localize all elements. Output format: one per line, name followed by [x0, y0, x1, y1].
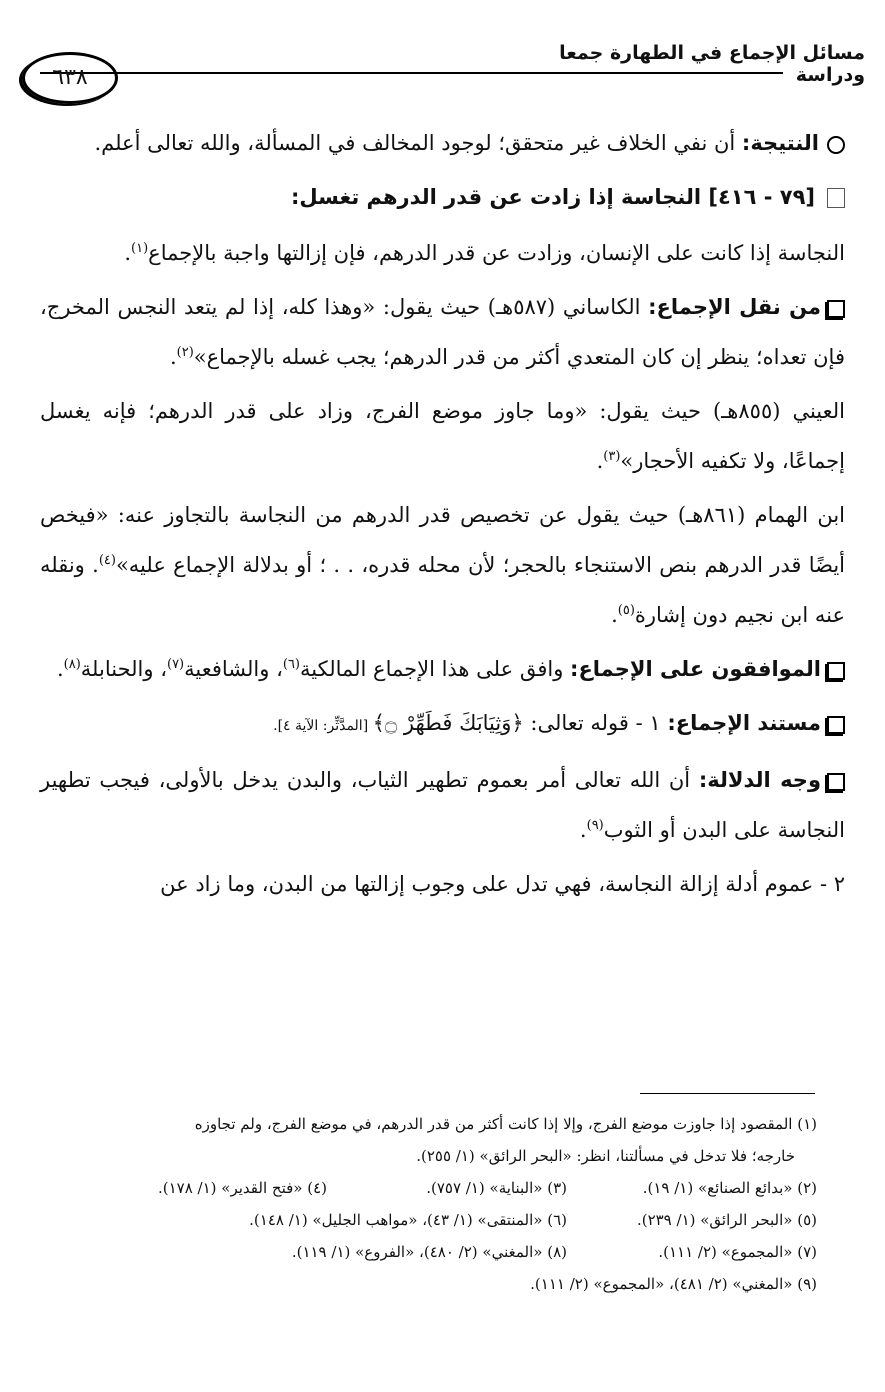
aini-paragraph — [40, 386, 845, 486]
conclusion-label: النتيجة: — [741, 131, 819, 155]
period: . — [596, 449, 604, 473]
conclusion-text: أن نفي الخلاف غير متحقق؛ لوجود المخالف في المسألة، والله تعالى أعلم. — [94, 131, 742, 155]
issue-heading — [40, 172, 845, 222]
footnote-ref: (٥) — [617, 603, 635, 618]
period: . — [579, 818, 587, 842]
footnote-1: (١) المقصود إذا جاوزت موضع الفرج، وإلا إذا كانت أكثر من قدر الدرهم، في موضع الفرج، ولم تجاوزه — [194, 1115, 817, 1133]
footnote-4: (٤) «فتح القدير» (١/ ١٧٨). — [157, 1179, 327, 1197]
footnote-row — [40, 1236, 817, 1268]
footnote-ref: (٨) — [63, 657, 81, 672]
footnote-7: (٧) «المجموع» (٢/ ١١١). — [658, 1243, 817, 1261]
period: . — [169, 345, 177, 369]
agreeing-paragraph — [40, 644, 845, 694]
ayah-reference: [المدَّثِّر: الآية ٤]. — [273, 718, 373, 734]
issue-heading-text: [٧٩ - ٤١٦] النجاسة إذا زادت عن قدر الدرهم تغسل: — [290, 185, 815, 209]
header-rule — [40, 72, 783, 74]
evidence-label: وجه الدلالة: — [698, 768, 821, 792]
page-number: ٦٣٨ — [22, 52, 118, 104]
second-evidence-text: ٢ - عموم أدلة إزالة النجاسة، فهي تدل على وجوب إزالتها من البدن، وما زاد عن — [160, 872, 845, 896]
agreeing-text: وافق على هذا الإجماع المالكية — [300, 657, 571, 681]
footnote-ref: (١) — [131, 241, 149, 256]
footnote-3: (٣) «البناية» (١/ ٧٥٧). — [426, 1179, 567, 1197]
evidence-paragraph — [40, 755, 845, 855]
footnote-ref: (٩) — [586, 818, 604, 833]
square-bullet-icon — [827, 773, 845, 791]
period: . — [611, 603, 618, 627]
footnote-6: (٦) «المنتقى» (١/ ٤٣)، «مواهب الجليل» (١/ ١٤٨). — [249, 1211, 567, 1229]
basis-paragraph — [40, 698, 845, 751]
footnote-ref: (٧) — [166, 657, 185, 672]
transmitters-paragraph — [40, 282, 845, 382]
evidence-text: أن الله تعالى أمر بعموم تطهير الثياب، والبدن يدخل بالأولى، فيجب تطهير النجاسة على البدن أو الثوب — [40, 768, 845, 842]
issue-statement — [40, 228, 845, 278]
footnote-5: (٥) «البحر الرائق» (١/ ٢٣٩). — [636, 1211, 817, 1229]
footnote-rule — [640, 1093, 815, 1094]
running-title: مسائل الإجماع في الطهارة جمعا ودراسة — [559, 42, 865, 86]
agreeing-text: ، والحنابلة — [80, 657, 167, 681]
second-evidence-paragraph — [40, 859, 845, 909]
footnote-2: (٢) «بدائع الصنائع» (١/ ١٩). — [642, 1179, 817, 1197]
ibn-nujaym-text: . ونقله عنه ابن نجيم دون إشارة — [40, 553, 845, 627]
conclusion-paragraph — [40, 118, 845, 168]
main-text — [40, 118, 845, 913]
ibn-humam-text: ابن الهمام (٨٦١هـ) حيث يقول عن تخصيص قدر الدرهم من النجاسة بالتجاوز عنه: «فيخص أيضًا قدر الدرهم بنص الاستنجاء بالحجر؛ لأن محله قدره، . . ؛ أو بدلالة الإجماع عليه» — [40, 503, 846, 577]
circle-bullet-icon — [827, 136, 845, 154]
quran-verse: ﴿وَثِيَابَكَ فَطَهِّرْ ۝﴾ — [372, 711, 524, 735]
ibn-humam-paragraph — [40, 490, 845, 640]
agreeing-text: ، والشافعية — [184, 657, 283, 681]
footnote-9: (٩) «المغني» (٢/ ٤٨١)، «المجموع» (٢/ ١١١). — [530, 1275, 817, 1293]
transmitters-label: من نقل الإجماع: — [648, 295, 821, 319]
square-bullet-icon — [827, 716, 845, 734]
footnote-ref: (٦) — [282, 657, 300, 672]
footnotes — [40, 1108, 817, 1300]
footnote-row — [40, 1172, 817, 1204]
aini-text: العيني (٨٥٥هـ) حيث يقول: «وما جاوز موضع الفرج، وزاد على قدر الدرهم؛ فإنه يغسل إجماعًا، ولا تكفيه الأحجار» — [40, 399, 845, 473]
period: . — [56, 657, 64, 681]
pages-icon — [827, 188, 845, 208]
period: . — [124, 241, 132, 265]
square-bullet-icon — [827, 662, 845, 680]
basis-label: مستند الإجماع: — [667, 711, 821, 735]
footnote-ref: (٤) — [98, 553, 116, 568]
basis-text: ١ - قوله تعالى: — [523, 711, 668, 735]
footnote-ref: (٣) — [603, 449, 621, 464]
footnote-ref: (٢) — [176, 345, 194, 360]
issue-statement-text: النجاسة إذا كانت على الإنسان، وزادت عن قدر الدرهم، فإن إزالتها واجبة بالإجماع — [148, 241, 845, 265]
footnote-row — [40, 1204, 817, 1236]
agreeing-label: الموافقون على الإجماع: — [570, 657, 821, 681]
square-bullet-icon — [827, 300, 845, 318]
footnote-8: (٨) «المغني» (٢/ ٤٨٠)، «الفروع» (١/ ١١٩). — [291, 1243, 567, 1261]
footnote-1-continued: خارجه؛ فلا تدخل في مسألتنا، انظر: «البحر الرائق» (١/ ٢٥٥). — [416, 1147, 795, 1165]
transmitters-text: الكاساني (٥٨٧هـ) حيث يقول: «وهذا كله، إذا لم يتعد النجس المخرج، فإن تعداه؛ ينظر إن كان المتعدي أكثر من قدر الدرهم؛ يجب غسله بالإجماع» — [40, 295, 845, 369]
